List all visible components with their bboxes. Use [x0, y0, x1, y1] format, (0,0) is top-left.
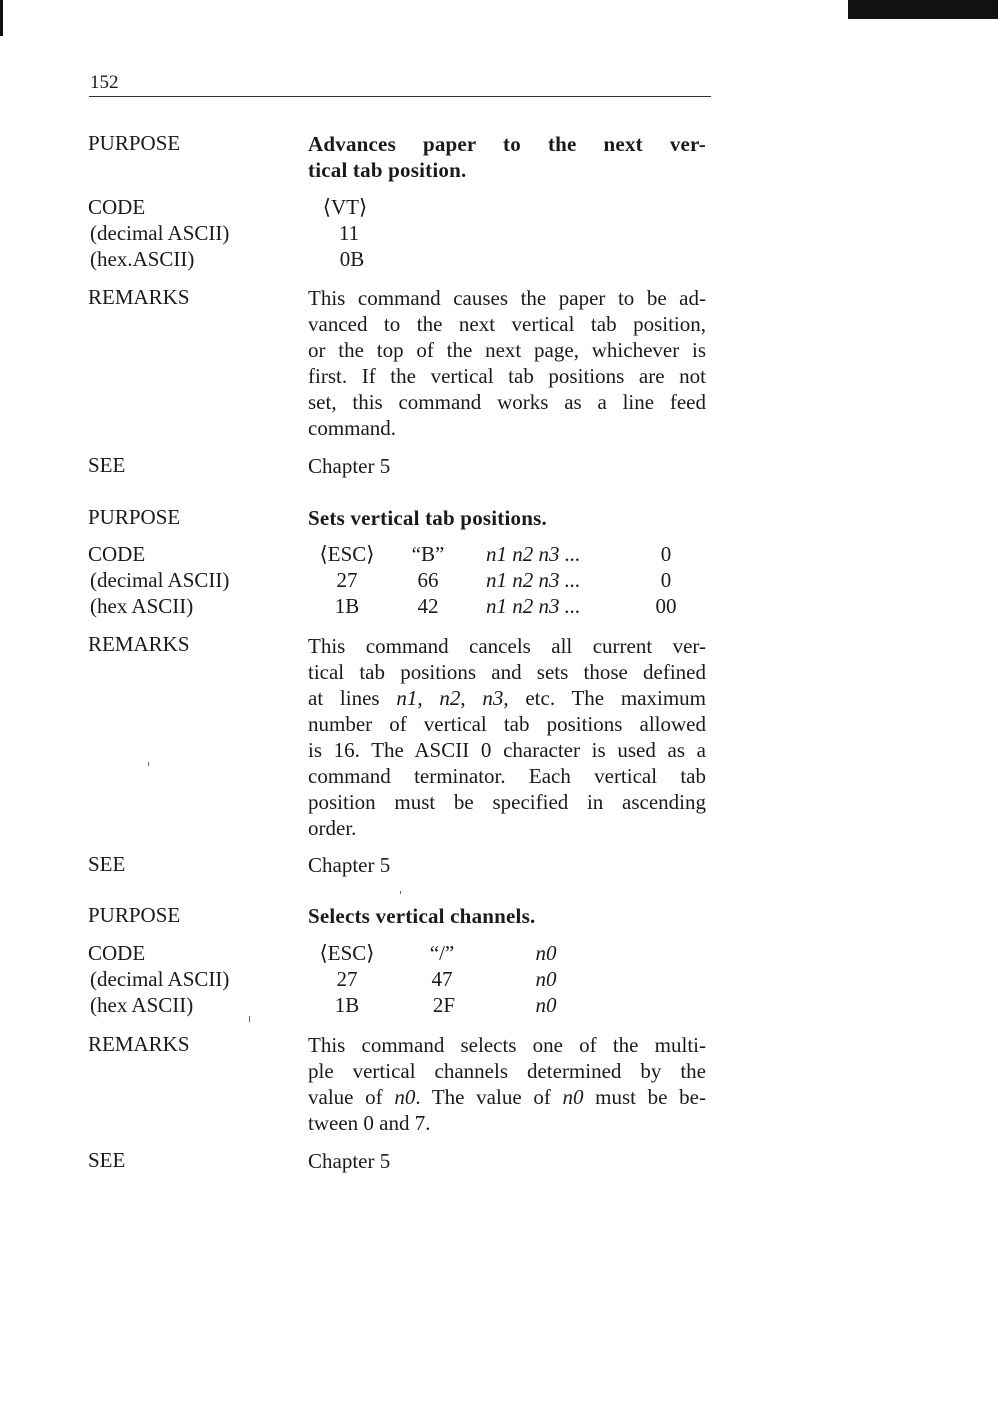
- remarks-line: set, this command works as a line feed: [308, 390, 706, 414]
- see-reference: Chapter 5: [308, 853, 391, 877]
- code-cell: ⟨ESC⟩: [319, 542, 375, 566]
- remarks-line: This command cancels all current ver-: [308, 634, 706, 658]
- remarks-fragment: . The value of: [415, 1085, 563, 1109]
- scan-speck: [249, 1016, 250, 1022]
- remarks-line: tical tab positions and sets those defined: [308, 660, 706, 684]
- remarks-label: REMARKS: [88, 285, 190, 309]
- purpose-line: tical tab position.: [308, 158, 467, 182]
- remarks-line: tween 0 and 7.: [308, 1111, 431, 1135]
- code-label: CODE: [88, 941, 146, 965]
- remarks-label: REMARKS: [88, 1032, 190, 1056]
- remarks-text: [308, 1032, 706, 1136]
- remarks-fragment: at lines: [308, 686, 397, 710]
- scan-speck: [148, 762, 149, 766]
- purpose-text: [308, 131, 706, 183]
- code-cell: n0: [535, 993, 557, 1017]
- code-cell: 0: [660, 542, 672, 566]
- code-cell: n0: [535, 967, 557, 991]
- purpose-line: Advances paper to the next ver-: [308, 132, 706, 156]
- code-cell: 47: [431, 967, 453, 991]
- param-n0: n0: [562, 1085, 584, 1109]
- code-hex: 0B: [339, 247, 365, 271]
- code-cell: n1 n2 n3 ...: [486, 568, 581, 592]
- code-cell: 27: [336, 568, 358, 592]
- param-n0: n0: [394, 1085, 416, 1109]
- code-label: CODE: [88, 195, 146, 219]
- param-n3: n3: [482, 686, 504, 710]
- scan-edge-mark: [0, 0, 3, 36]
- code-label: CODE: [88, 542, 146, 566]
- purpose-text: Sets vertical tab positions.: [308, 506, 547, 530]
- remarks-line: command terminator. Each vertical tab: [308, 764, 706, 788]
- code-cell: “B”: [411, 542, 445, 566]
- code-cell: “/”: [429, 941, 455, 965]
- see-label: SEE: [88, 453, 126, 477]
- remarks-line: first. If the vertical tab positions are not: [308, 364, 706, 388]
- remarks-line: [308, 1084, 706, 1110]
- remarks-line: This command selects one of the multi-: [308, 1033, 706, 1057]
- remarks-line: This command causes the paper to be ad-: [308, 286, 706, 310]
- decimal-ascii-label: (decimal ASCII): [90, 568, 230, 592]
- remarks-line: [308, 685, 706, 711]
- remarks-line: order.: [308, 816, 357, 840]
- hex-ascii-label: (hex.ASCII): [90, 247, 195, 271]
- remarks-text: [308, 633, 706, 841]
- code-cell: 1B: [334, 993, 360, 1017]
- remarks-fragment: value of: [308, 1085, 395, 1109]
- code-cell: 2F: [432, 993, 456, 1017]
- remarks-line: or the top of the next page, whichever is: [308, 338, 706, 362]
- page-number: 152: [90, 72, 119, 93]
- remarks-line: vanced to the next vertical tab position,: [308, 312, 706, 336]
- code-cell: n1 n2 n3 ...: [486, 594, 581, 618]
- code-cell: 1B: [334, 594, 360, 618]
- remarks-fragment: ,: [417, 686, 440, 710]
- code-cell: ⟨ESC⟩: [319, 941, 375, 965]
- decimal-ascii-label: (decimal ASCII): [90, 967, 230, 991]
- param-n1: n1: [396, 686, 418, 710]
- code-cell: 27: [336, 967, 358, 991]
- remarks-text: [308, 285, 706, 441]
- see-label: SEE: [88, 1148, 126, 1172]
- hex-ascii-label: (hex ASCII): [90, 594, 194, 618]
- code-cell: 0: [660, 568, 672, 592]
- remarks-fragment: , etc. The maximum: [503, 686, 707, 710]
- code-cell: n1 n2 n3 ...: [486, 542, 581, 566]
- code-cell: 66: [417, 568, 439, 592]
- remarks-line: ple vertical channels determined by the: [308, 1059, 706, 1083]
- code-cell: 42: [417, 594, 439, 618]
- scan-corner-bar: [848, 0, 998, 19]
- hex-ascii-label: (hex ASCII): [90, 993, 194, 1017]
- purpose-label: PURPOSE: [88, 131, 181, 155]
- see-label: SEE: [88, 852, 126, 876]
- see-reference: Chapter 5: [308, 1149, 391, 1173]
- header-rule: [89, 96, 711, 97]
- see-reference: Chapter 5: [308, 454, 391, 478]
- remarks-fragment: must be be-: [583, 1085, 706, 1109]
- remarks-line: position must be specified in ascending: [308, 790, 706, 814]
- remarks-fragment: ,: [460, 686, 483, 710]
- remarks-line: is 16. The ASCII 0 character is used as a: [308, 738, 706, 762]
- code-decimal: 11: [338, 221, 360, 245]
- purpose-label: PURPOSE: [88, 505, 181, 529]
- remarks-line: number of vertical tab positions allowed: [308, 712, 706, 736]
- decimal-ascii-label: (decimal ASCII): [90, 221, 230, 245]
- remarks-line: command.: [308, 416, 397, 440]
- code-cell: n0: [535, 941, 557, 965]
- code-cell: 00: [655, 594, 677, 618]
- purpose-label: PURPOSE: [88, 903, 181, 927]
- remarks-label: REMARKS: [88, 632, 190, 656]
- purpose-text: Selects vertical channels.: [308, 904, 536, 928]
- scan-speck: [400, 891, 401, 894]
- param-n2: n2: [439, 686, 461, 710]
- code-symbol: ⟨VT⟩: [322, 195, 368, 219]
